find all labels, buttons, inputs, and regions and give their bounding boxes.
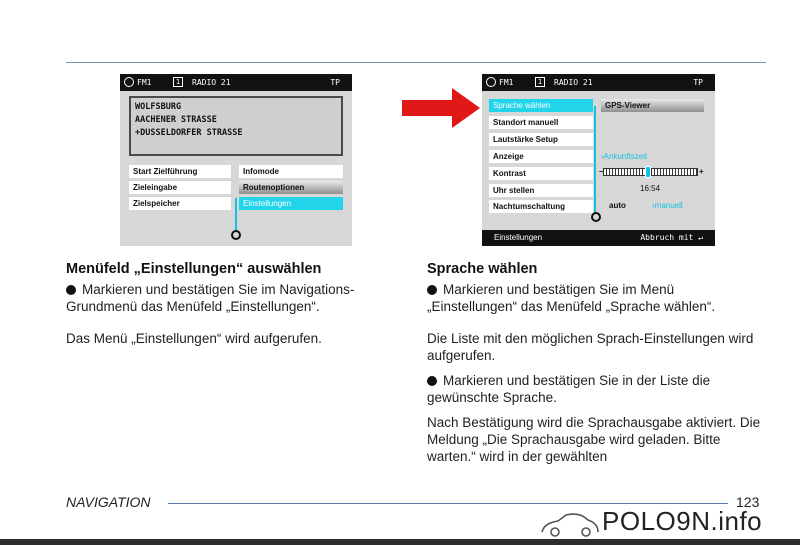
menu-nachtumschaltung[interactable]: Nachtumschaltung: [489, 200, 593, 213]
globe-icon: [486, 77, 496, 87]
menu-infomode[interactable]: Infomode: [239, 165, 343, 178]
ankunftszeit-text: Ankunftszeit: [603, 152, 648, 161]
tp-indicator: TP: [330, 78, 340, 87]
gps-viewer-button[interactable]: GPS-Viewer: [601, 99, 704, 112]
right-heading: Sprache wählen: [427, 261, 538, 277]
address-line: +DUSSELDORFER STRASSE: [135, 128, 243, 138]
right-instruction-1: [427, 281, 767, 315]
station-name: RADIO 21: [192, 78, 231, 87]
right-result-2: Nach Bestätigung wird die Sprachausgabe aktiviert. Die Meldung „Die Sprachausgabe wird geladen. Bitte warten.“ wird in der gewählten: [427, 415, 761, 464]
menu-zielspeicher[interactable]: Zielspeicher: [129, 197, 231, 210]
slider-plus: +: [699, 167, 704, 176]
slider-thumb[interactable]: [645, 166, 651, 178]
right-nav-screen: [482, 74, 715, 246]
right-instruction-2-text: Markieren und bestätigen Sie in der Liste die gewünschte Sprache.: [427, 373, 711, 405]
cancel-text: Abbruch mit: [640, 233, 694, 242]
return-icon: ↵: [698, 233, 703, 242]
menu-einstellungen-selected[interactable]: Einstellungen: [239, 197, 343, 210]
left-nav-screen: [120, 74, 352, 246]
menu-standort-manuell[interactable]: Standort manuell: [489, 116, 593, 129]
station-name: RADIO 21: [554, 78, 593, 87]
status-bar: [482, 74, 715, 91]
menu-sprache-waehlen-selected[interactable]: Sprache wählen: [489, 99, 593, 112]
page-number: 123: [736, 494, 760, 510]
right-instruction-2: [427, 372, 767, 406]
section-label: NAVIGATION: [66, 494, 151, 510]
right-result-1: Die Liste mit den möglichen Sprach-Einstellungen wird aufgerufen.: [427, 331, 754, 363]
slider-minus: –: [599, 167, 604, 176]
preset-number: 1: [173, 77, 183, 87]
footer-rule: [168, 503, 728, 504]
red-arrow-icon: [402, 88, 480, 128]
bullet-icon: [427, 285, 437, 295]
bottom-border: [0, 539, 800, 545]
bullet-icon: [427, 376, 437, 386]
tp-indicator: TP: [693, 78, 703, 87]
rotary-knob-icon: [231, 230, 241, 240]
left-heading: Menüfeld „Einstellungen“ auswählen: [66, 261, 322, 277]
menu-zieleingabe[interactable]: Zieleingabe: [129, 181, 231, 194]
menu-start-zielfuehrung[interactable]: Start Zielführung: [129, 165, 231, 178]
ankunftszeit-label: ›Ankunftszeit: [601, 152, 648, 161]
right-instruction-1-text: Markieren und bestätigen Sie im Menü „Einstellungen“ das Menüfeld „Sprache wählen“.: [427, 282, 716, 314]
bullet-icon: [66, 285, 76, 295]
watermark-text: POLO9N.info: [602, 506, 763, 536]
bottom-bar: [482, 230, 715, 246]
radio-band: FM1: [499, 78, 514, 87]
menu-routenoptionen[interactable]: Routenoptionen: [239, 181, 343, 194]
cancel-hint: [640, 230, 703, 246]
radio-band: FM1: [137, 78, 152, 87]
preset-number: 1: [535, 77, 545, 87]
bottom-title: Einstellungen: [494, 233, 543, 242]
left-result: Das Menü „Einstellungen“ wird aufgerufen.: [66, 331, 322, 346]
clock-time: 16:54: [640, 184, 661, 193]
menu-kontrast[interactable]: Kontrast: [489, 167, 593, 180]
top-rule: [66, 62, 766, 63]
menu-uhr-stellen[interactable]: Uhr stellen: [489, 184, 593, 197]
night-mode-auto[interactable]: auto: [609, 201, 626, 210]
car-logo-icon: [540, 512, 600, 538]
menu-lautstaerke-setup[interactable]: Lautstärke Setup: [489, 133, 593, 146]
night-mode-manuell[interactable]: ›manuell: [652, 201, 683, 210]
left-instruction-text: Markieren und bestätigen Sie im Navigations-Grundmenü das Menüfeld „Einstellungen“.: [66, 282, 355, 314]
rotary-knob-icon: [591, 212, 601, 222]
menu-anzeige[interactable]: Anzeige: [489, 150, 593, 163]
left-instruction: [66, 281, 406, 315]
globe-icon: [124, 77, 134, 87]
selection-line: [594, 106, 596, 216]
manuell-text: manuell: [654, 201, 683, 210]
destination-address: [129, 96, 343, 156]
address-line: AACHENER STRASSE: [135, 115, 217, 125]
address-line: WOLFSBURG: [135, 102, 182, 112]
status-bar: [120, 74, 352, 91]
